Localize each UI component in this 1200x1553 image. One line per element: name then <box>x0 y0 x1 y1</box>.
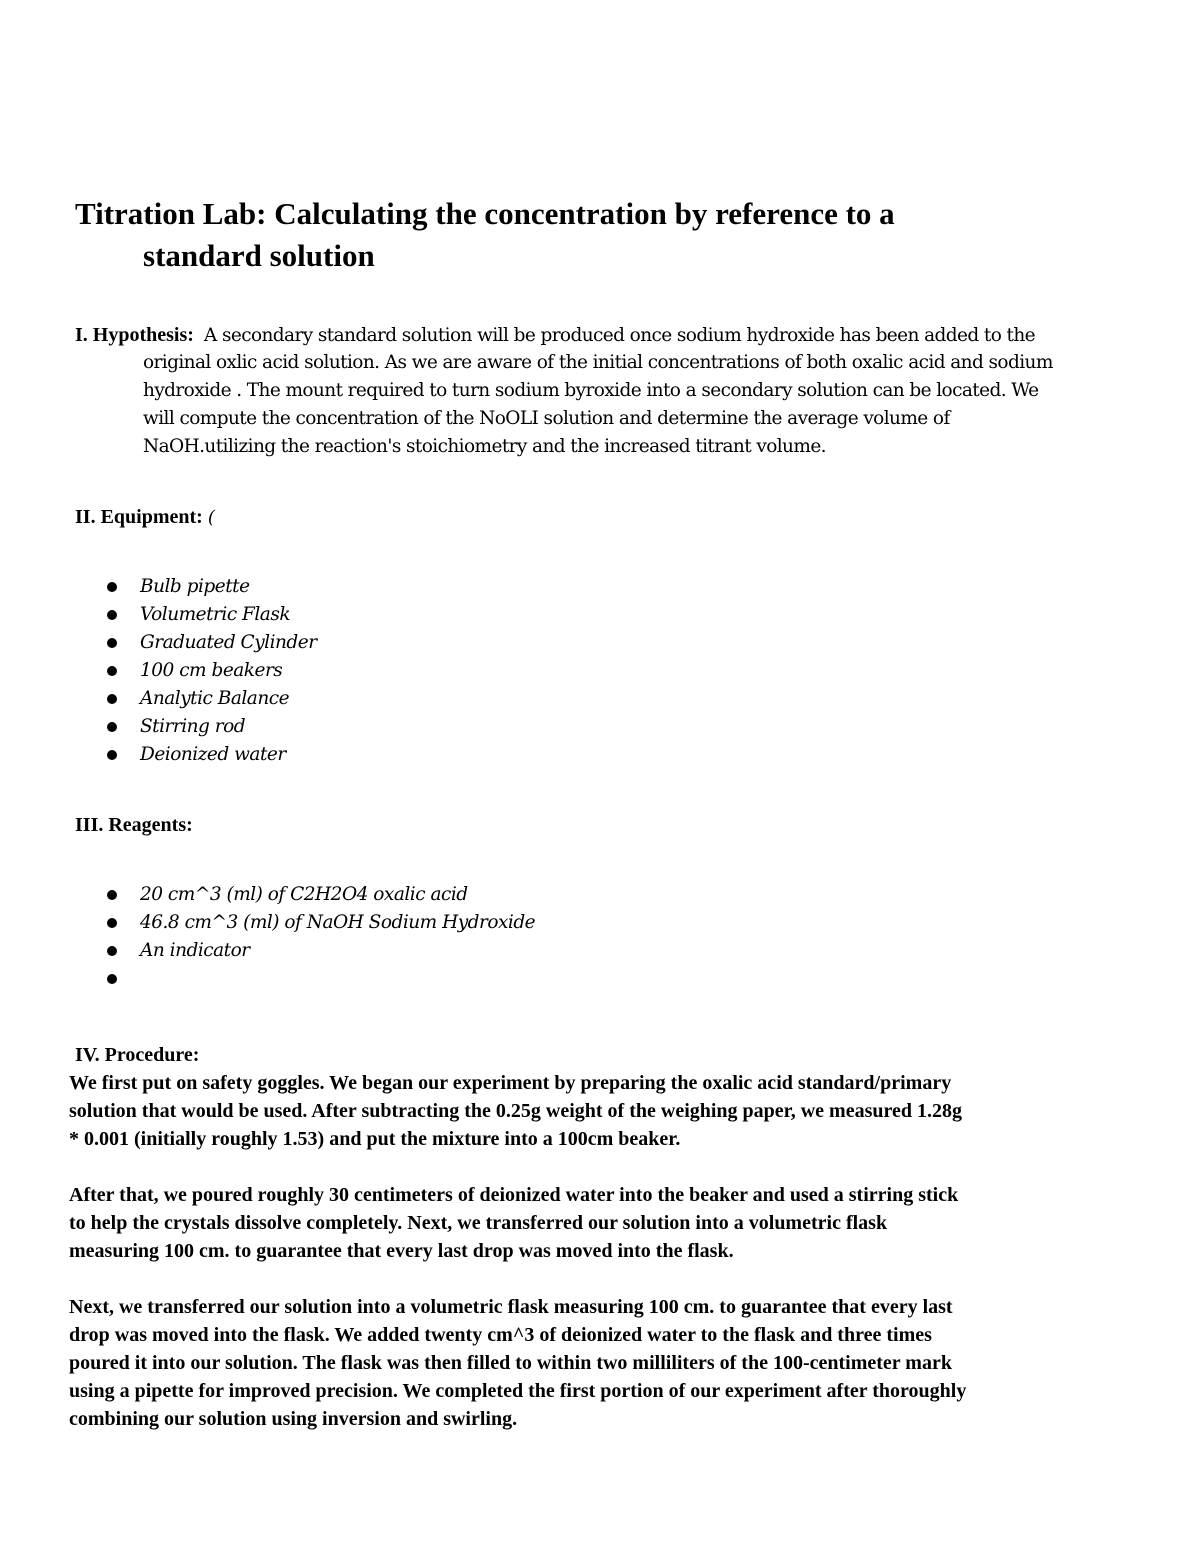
procedure-heading: IV. Procedure: <box>75 1044 200 1066</box>
hypothesis-first-line <box>75 321 1135 350</box>
reagent-item: An indicator <box>140 940 250 961</box>
hypothesis-text-line: NaOH.utilizing the reaction's stoichiometry and the increased titrant volume. <box>143 436 826 457</box>
procedure-line: After that, we poured roughly 30 centimeters of deionized water into the beaker and used a stirring stick <box>69 1184 959 1206</box>
bullet-icon <box>107 582 117 592</box>
equipment-item: Bulb pipette <box>140 576 250 597</box>
equipment-heading <box>75 503 215 532</box>
equipment-item: 100 cm beakers <box>140 660 283 681</box>
equipment-item: Graduated Cylinder <box>140 632 317 653</box>
reagent-item: 20 cm^3 (ml) of C2H2O4 oxalic acid <box>140 884 468 905</box>
procedure-paragraph-1 <box>69 1069 1149 1153</box>
equipment-heading-label: II. Equipment: <box>75 506 203 528</box>
hypothesis-text-line: original oxlic acid solution. As we are aware of the initial concentrations of both oxalic acid and sodium <box>143 352 1053 373</box>
bullet-icon <box>107 610 117 620</box>
equipment-item: Analytic Balance <box>140 688 290 709</box>
bullet-icon <box>107 974 117 984</box>
procedure-line: measuring 100 cm. to guarantee that every last drop was moved into the flask. <box>69 1240 734 1262</box>
equipment-item: Volumetric Flask <box>140 604 291 625</box>
page-title <box>75 193 1075 277</box>
hypothesis-text-line-1: A secondary standard solution will be produced once sodium hydroxide has been added to the <box>203 325 1036 346</box>
procedure-line: We first put on safety goggles. We began our experiment by preparing the oxalic acid standard/primary <box>69 1072 952 1094</box>
procedure-line: solution that would be used. After subtracting the 0.25g weight of the weighing paper, we measured 1.28g <box>69 1100 962 1122</box>
procedure-line: using a pipette for improved precision. We completed the first portion of our experiment after thoroughly <box>69 1380 967 1402</box>
procedure-line: poured it into our solution. The flask was then filled to within two milliliters of the 100-centimeter mark <box>69 1352 952 1374</box>
equipment-paren: ( <box>207 507 215 528</box>
reagents-heading: III. Reagents: <box>75 814 193 836</box>
bullet-icon <box>107 750 117 760</box>
reagent-item: 46.8 cm^3 (ml) of NaOH Sodium Hydroxide <box>140 912 536 933</box>
bullet-icon <box>107 918 117 928</box>
equipment-item: Stirring rod <box>140 716 246 737</box>
equipment-item: Deionized water <box>140 744 286 765</box>
title-line-1: Titration Lab: Calculating the concentration by reference to a <box>75 196 895 231</box>
hypothesis-label: I. Hypothesis: <box>75 324 194 346</box>
procedure-paragraph-3 <box>69 1293 1149 1433</box>
procedure-line: drop was moved into the flask. We added twenty cm^3 of deionized water to the flask and three times <box>69 1324 932 1346</box>
bullet-icon <box>107 666 117 676</box>
procedure-line: Next, we transferred our solution into a volumetric flask measuring 100 cm. to guarantee that every last <box>69 1296 953 1318</box>
bullet-icon <box>107 694 117 704</box>
title-line-2: standard solution <box>143 238 375 273</box>
hypothesis-text-line: will compute the concentration of the NoOLI solution and determine the average volume of <box>143 408 950 429</box>
bullet-icon <box>107 638 117 648</box>
hypothesis-continuation <box>143 349 1143 461</box>
bullet-icon <box>107 722 117 732</box>
bullet-icon <box>107 946 117 956</box>
procedure-paragraph-2 <box>69 1181 1149 1265</box>
procedure-line: * 0.001 (initially roughly 1.53) and put the mixture into a 100cm beaker. <box>69 1128 681 1150</box>
bullet-icon <box>107 890 117 900</box>
hypothesis-text-line: hydroxide . The mount required to turn sodium byroxide into a secondary solution can be located. We <box>143 380 1039 401</box>
procedure-line: to help the crystals dissolve completely. Next, we transferred our solution into a volumetric flask <box>69 1212 888 1234</box>
procedure-line: combining our solution using inversion and swirling. <box>69 1408 518 1430</box>
